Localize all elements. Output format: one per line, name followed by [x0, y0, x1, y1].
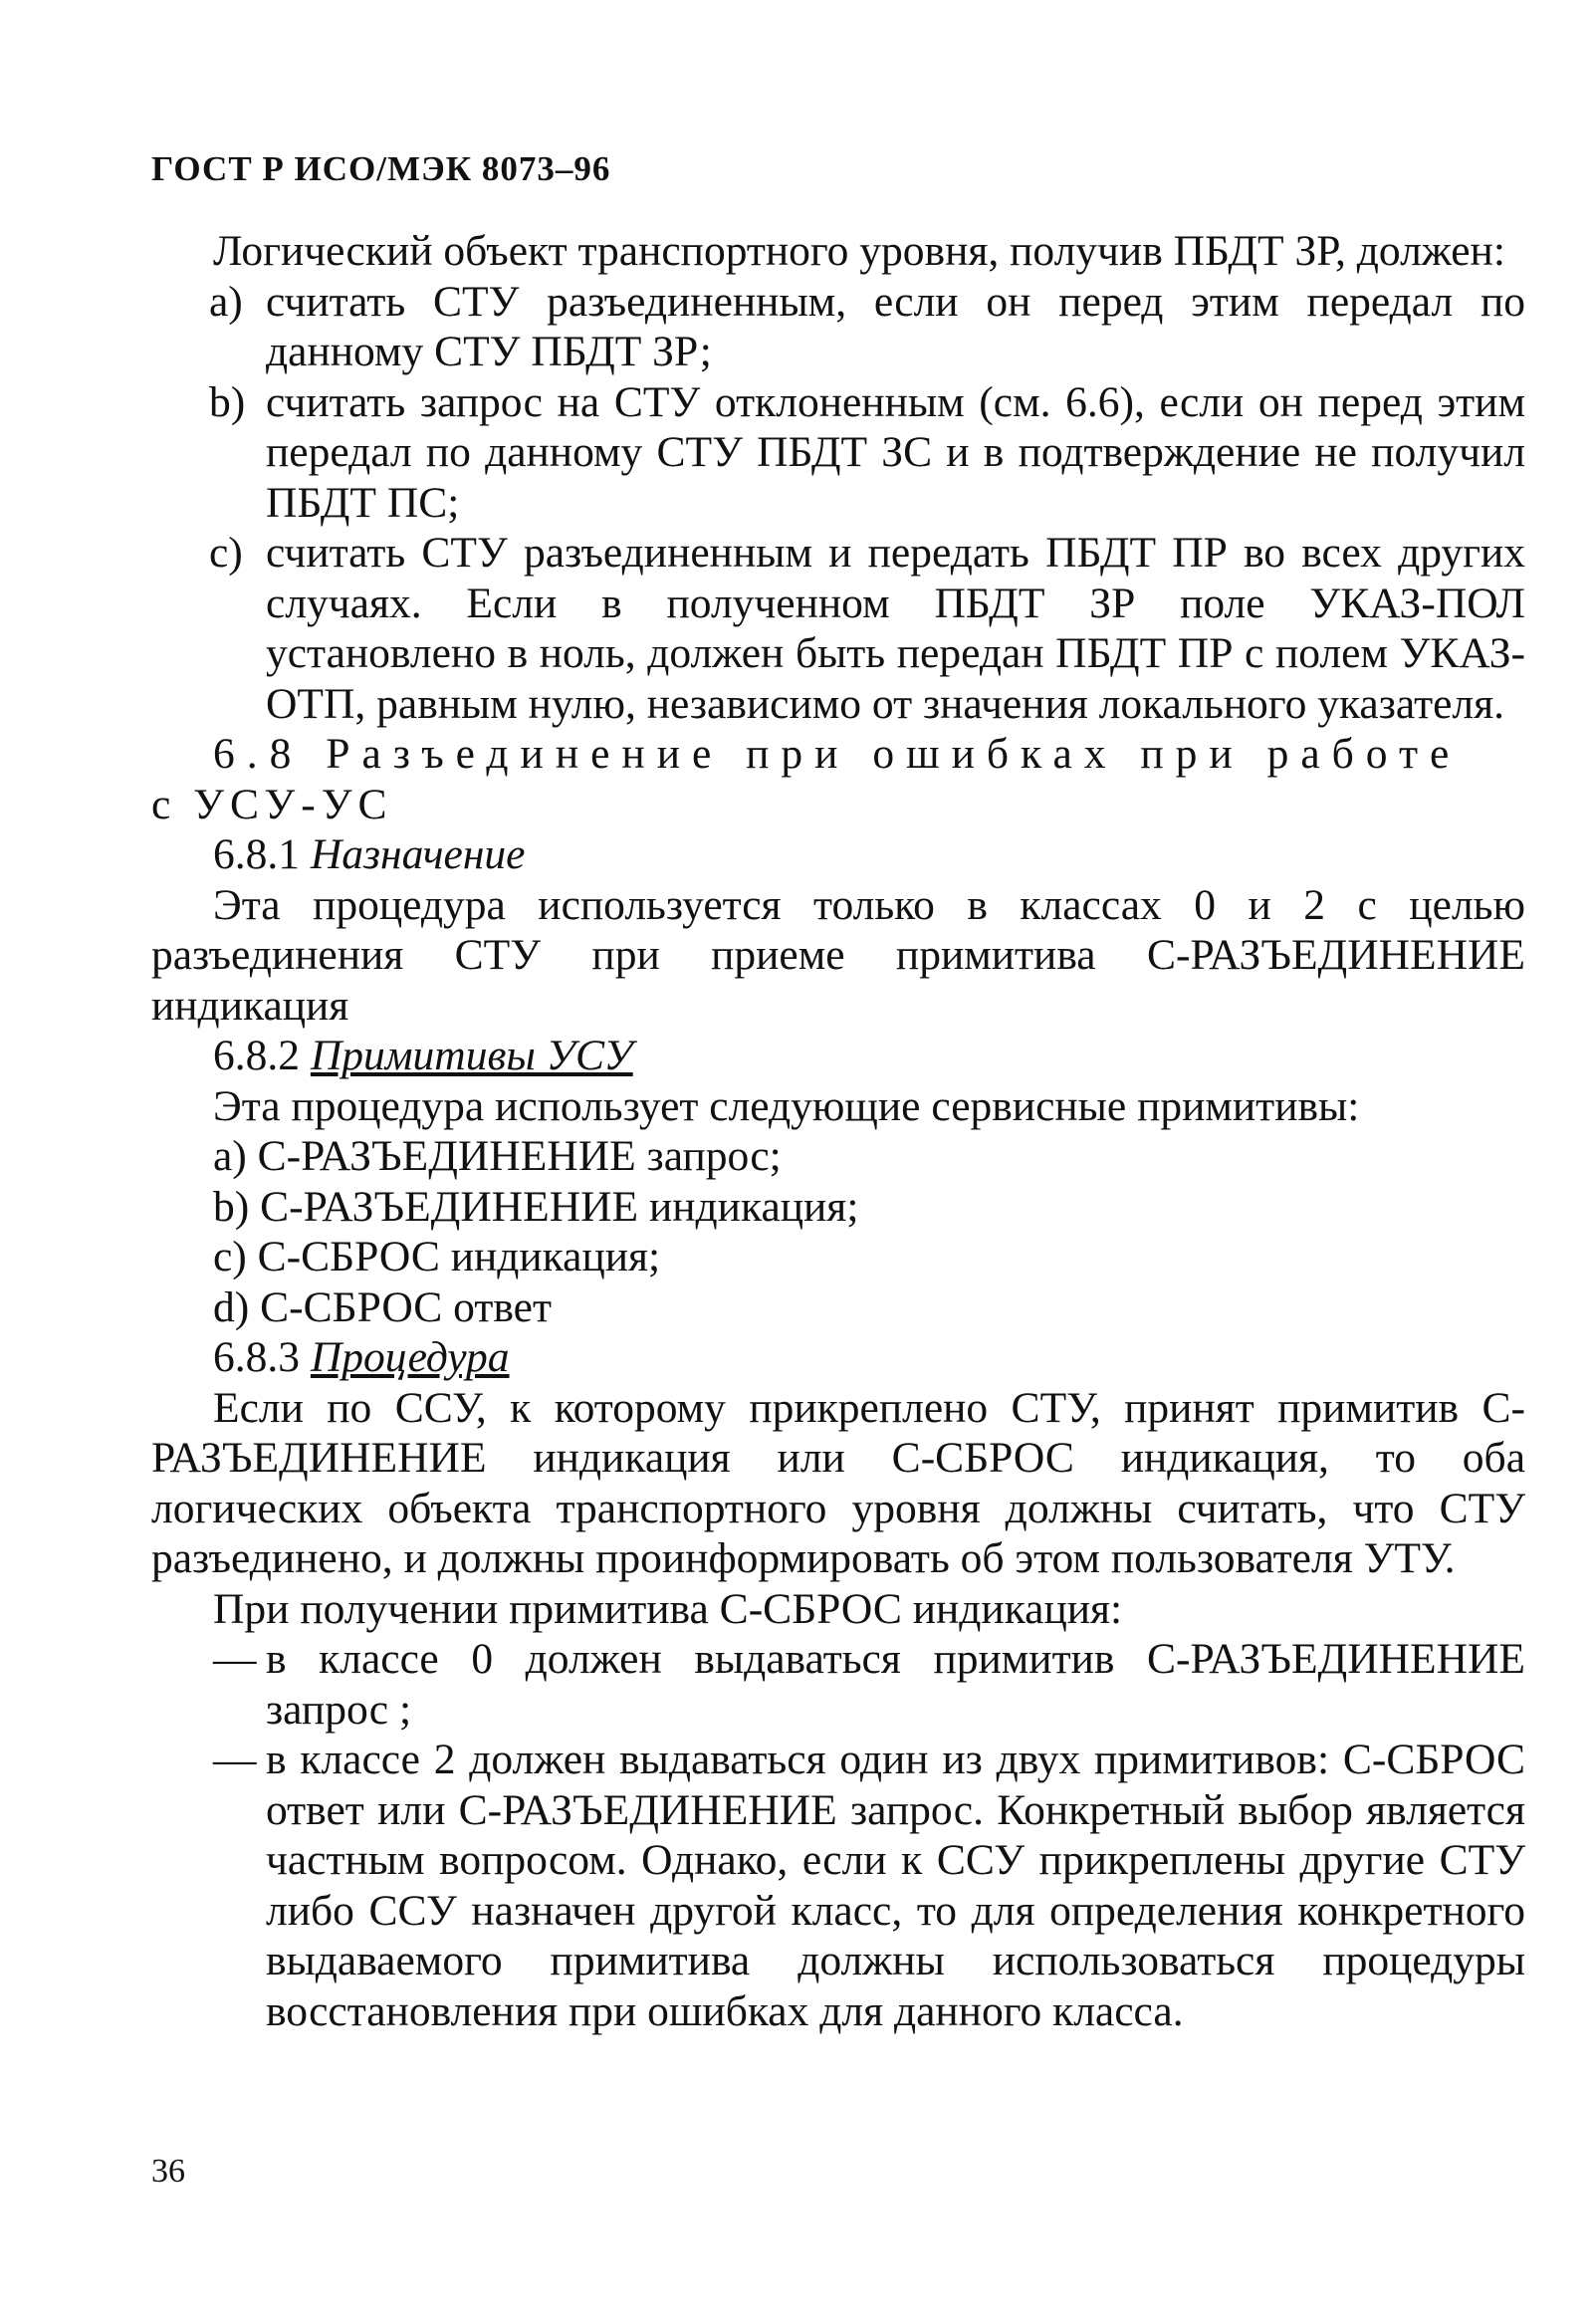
dash-list-item: [151, 1735, 1525, 2036]
list-item: [151, 277, 1525, 377]
subsection-paragraph: Эта процедура использует следующие сервисные примитивы:: [213, 1081, 1360, 1130]
subsection-title: Процедура: [310, 1333, 510, 1381]
subsection-heading: [151, 829, 1525, 880]
dash-item-text: в классе 2 должен выдаваться один из двух примитивов: С-СБРОС ответ или С-РАЗЪЕДИНЕНИЕ запрос. Конкретный выбор является частным вопросом. Однако, если к ССУ прикреплены другие СТУ либо ССУ назначен другой класс, то для определения конкретного выдаваемого примитива должны использоваться процедуры восстановления при ошибках для данного класса.: [266, 1736, 1525, 2035]
intro-paragraph: Логический объект транспортного уровня, получив ПБДТ ЗР, должен:: [213, 227, 1505, 275]
list-marker: c): [209, 529, 243, 577]
section-heading-continuation: с УСУ-УС: [151, 780, 393, 828]
subsection-number: 6.8.3: [213, 1333, 300, 1381]
body-text: [151, 226, 1525, 2036]
subsection-heading: [151, 1031, 1525, 1081]
list-item: [151, 377, 1525, 529]
dash-marker: —: [213, 1635, 257, 1683]
primitive-list-item: a) С-РАЗЪЕДИНЕНИЕ запрос;: [213, 1132, 782, 1180]
subsection-paragraph: Если по ССУ, к которому прикреплено СТУ, принят примитив С-РАЗЪЕДИНЕНИЕ индикация или С-СБРОС индикация, то оба логических объекта транспортного уровня должны считать, что СТУ разъединено, и должны проинформировать об этом пользователя УТУ.: [151, 1383, 1525, 1582]
standard-header: ГОСТ Р ИСО/МЭК 8073–96: [151, 149, 611, 188]
list-item: [151, 528, 1525, 729]
list-item-text: считать запрос на СТУ отклоненным (см. 6.6), если он перед этим передал по данному СТУ ПБДТ ЗС и в подтверждение не получил ПБДТ ПС;: [266, 377, 1525, 527]
primitive-list-item: b) С-РАЗЪЕДИНЕНИЕ индикация;: [213, 1182, 859, 1231]
dash-marker: —: [213, 1736, 257, 1783]
page-number: 36: [151, 2153, 185, 2190]
subsection-title: Назначение: [310, 830, 526, 878]
dash-item-text: в классе 0 должен выдаваться примитив С-РАЗЪЕДИНЕНИЕ запрос ;: [266, 1635, 1525, 1734]
list-marker: a): [209, 277, 243, 326]
list-item-text: считать СТУ разъединенным и передать ПБДТ ПР во всех других случаях. Если в полученном ПБДТ ЗР поле УКАЗ-ПОЛ установлено в ноль, должен быть передан ПБДТ ПР с полем УКАЗ-ОТП, равным нулю, независимо от значения локального указателя.: [266, 529, 1525, 728]
subsection-paragraph: Эта процедура используется только в классах 0 и 2 с целью разъединения СТУ при приеме примитива С-РАЗЪЕДИНЕНИЕ индикация: [151, 880, 1525, 1030]
list-item-text: считать СТУ разъединенным, если он перед этим передал по данному СТУ ПБДТ ЗР;: [266, 277, 1525, 375]
section-heading: 6.8 Разъединение при ошибках при работе: [213, 730, 1462, 778]
subsection-heading: [151, 1332, 1525, 1383]
primitive-list-item: d) С-СБРОС ответ: [213, 1282, 552, 1331]
list-marker: b): [209, 377, 246, 426]
primitive-list-item: c) С-СБРОС индикация;: [213, 1233, 661, 1280]
subsection-title: Примитивы УСУ: [310, 1032, 633, 1079]
subsection-number: 6.8.2: [213, 1032, 300, 1079]
subsection-paragraph: При получении примитива С-СБРОС индикация:: [213, 1584, 1123, 1633]
dash-list-item: [151, 1634, 1525, 1735]
subsection-number: 6.8.1: [213, 830, 300, 878]
